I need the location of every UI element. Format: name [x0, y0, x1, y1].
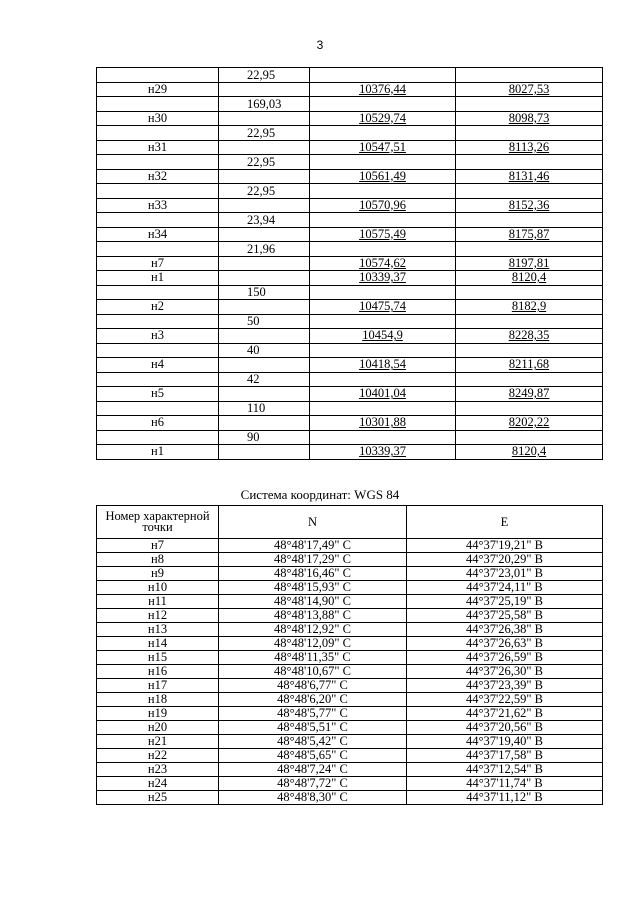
distance-value: 169,03	[219, 97, 310, 112]
distance-value: 90	[219, 430, 310, 445]
point-label: н31	[97, 140, 219, 155]
y-coordinate: 8249,87	[508, 386, 550, 401]
point-label: н30	[97, 111, 219, 126]
blank-cell	[310, 184, 456, 199]
blank-cell	[97, 97, 219, 112]
blank-cell	[219, 82, 310, 97]
latitude-value: 48°48'17,49" С	[219, 539, 407, 553]
blank-cell	[97, 213, 219, 228]
point-row	[97, 198, 603, 213]
longitude-value: 44°37'17,58" В	[407, 749, 603, 763]
blank-cell	[219, 271, 310, 286]
y-coordinate: 8152,36	[508, 198, 550, 212]
blank-cell	[219, 445, 310, 460]
x-cell	[310, 358, 456, 373]
point-row	[97, 329, 603, 344]
x-coordinate: 10529,74	[359, 111, 406, 125]
wgs-row	[97, 749, 603, 763]
distance-row	[97, 68, 603, 83]
wgs-row	[97, 581, 603, 595]
blank-cell	[310, 285, 456, 300]
x-cell	[310, 198, 456, 213]
blank-cell	[97, 314, 219, 329]
wgs-row	[97, 665, 603, 679]
blank-cell	[456, 343, 603, 358]
y-cell	[456, 82, 603, 97]
blank-cell	[456, 285, 603, 300]
latitude-value: 48°48'8,30" С	[219, 791, 407, 805]
latitude-value: 48°48'7,24" С	[219, 763, 407, 777]
point-row	[97, 358, 603, 373]
distance-row	[97, 97, 603, 112]
blank-cell	[456, 314, 603, 329]
blank-cell	[310, 430, 456, 445]
x-coordinate: 10418,54	[359, 357, 406, 372]
blank-cell	[219, 358, 310, 373]
point-label: н29	[97, 82, 219, 97]
blank-cell	[310, 155, 456, 170]
latitude-value: 48°48'17,29" С	[219, 553, 407, 567]
latitude-value: 48°48'5,51" С	[219, 721, 407, 735]
longitude-value: 44°37'11,74" В	[407, 777, 603, 791]
wgs-row	[97, 609, 603, 623]
distance-value: 50	[219, 314, 310, 329]
y-cell	[456, 227, 603, 242]
point-label: н25	[97, 791, 219, 805]
latitude-value: 48°48'10,67" С	[219, 665, 407, 679]
wgs-row	[97, 553, 603, 567]
latitude-value: 48°48'5,77" С	[219, 707, 407, 721]
wgs-row	[97, 763, 603, 777]
distance-row	[97, 314, 603, 329]
y-coordinate: 8182,9	[511, 299, 547, 314]
y-coordinate: 8202,22	[508, 415, 550, 430]
point-label: н21	[97, 735, 219, 749]
longitude-value: 44°37'25,19" В	[407, 595, 603, 609]
point-row	[97, 300, 603, 315]
blank-cell	[310, 242, 456, 257]
point-label: н14	[97, 637, 219, 651]
y-coordinate: 8228,35	[508, 328, 550, 343]
blank-cell	[310, 213, 456, 228]
point-label: н23	[97, 763, 219, 777]
point-label: н11	[97, 595, 219, 609]
longitude-value: 44°37'23,01" В	[407, 567, 603, 581]
longitude-value: 44°37'19,21" В	[407, 539, 603, 553]
point-row	[97, 256, 603, 271]
y-cell	[456, 111, 603, 126]
blank-cell	[97, 343, 219, 358]
x-cell	[310, 111, 456, 126]
longitude-value: 44°37'25,58" В	[407, 609, 603, 623]
wgs-row	[97, 595, 603, 609]
y-cell	[456, 329, 603, 344]
x-coordinate: 10561,49	[359, 169, 406, 183]
latitude-value: 48°48'6,77" С	[219, 679, 407, 693]
point-row	[97, 140, 603, 155]
blank-cell	[310, 97, 456, 112]
point-label: н19	[97, 707, 219, 721]
blank-cell	[310, 126, 456, 141]
point-label: н7	[97, 256, 219, 271]
point-label: н34	[97, 227, 219, 242]
boundary-points-table	[96, 67, 603, 460]
wgs-header-row	[97, 506, 603, 539]
blank-cell	[310, 343, 456, 358]
y-coordinate: 8098,73	[508, 111, 550, 125]
distance-value: 22,95	[219, 155, 310, 170]
distance-value: 22,95	[219, 68, 310, 83]
y-coordinate: 8197,81	[508, 256, 550, 270]
distance-row	[97, 343, 603, 358]
x-coordinate: 10570,96	[359, 198, 406, 212]
distance-row	[97, 430, 603, 445]
y-cell	[456, 358, 603, 373]
distance-row	[97, 213, 603, 228]
x-coordinate: 10454,9	[362, 328, 403, 343]
point-row	[97, 445, 603, 460]
distance-row	[97, 285, 603, 300]
x-coordinate: 10547,51	[359, 140, 406, 154]
x-coordinate: 10401,04	[359, 386, 406, 401]
coordinate-system-caption: Система координат: WGS 84	[240, 487, 400, 502]
x-cell	[310, 300, 456, 315]
longitude-value: 44°37'24,11" В	[407, 581, 603, 595]
y-cell	[456, 445, 603, 460]
x-cell	[310, 329, 456, 344]
blank-cell	[219, 300, 310, 315]
distance-row	[97, 372, 603, 387]
blank-cell	[456, 184, 603, 199]
point-label: н24	[97, 777, 219, 791]
latitude-value: 48°48'5,42" С	[219, 735, 407, 749]
longitude-value: 44°37'26,63" В	[407, 637, 603, 651]
header-e: E	[407, 506, 603, 539]
blank-cell	[219, 387, 310, 402]
distance-row	[97, 401, 603, 416]
x-cell	[310, 416, 456, 431]
point-label: н3	[97, 329, 219, 344]
blank-cell	[456, 155, 603, 170]
wgs-row	[97, 651, 603, 665]
point-row	[97, 387, 603, 402]
x-cell	[310, 387, 456, 402]
point-label: н12	[97, 609, 219, 623]
point-label: н4	[97, 358, 219, 373]
blank-cell	[456, 126, 603, 141]
blank-cell	[97, 430, 219, 445]
longitude-value: 44°37'12,54" В	[407, 763, 603, 777]
blank-cell	[456, 430, 603, 445]
blank-cell	[219, 256, 310, 271]
blank-cell	[456, 242, 603, 257]
x-cell	[310, 82, 456, 97]
distance-value: 23,94	[219, 213, 310, 228]
blank-cell	[97, 372, 219, 387]
point-label: н2	[97, 300, 219, 315]
longitude-value: 44°37'19,40" В	[407, 735, 603, 749]
point-label: н5	[97, 387, 219, 402]
x-cell	[310, 271, 456, 286]
y-cell	[456, 271, 603, 286]
longitude-value: 44°37'26,30" В	[407, 665, 603, 679]
distance-value: 42	[219, 372, 310, 387]
y-coordinate: 8027,53	[508, 82, 550, 96]
blank-cell	[97, 242, 219, 257]
latitude-value: 48°48'15,93" С	[219, 581, 407, 595]
x-cell	[310, 445, 456, 460]
longitude-value: 44°37'11,12" В	[407, 791, 603, 805]
point-row	[97, 82, 603, 97]
header-n: N	[219, 506, 407, 539]
x-coordinate: 10575,49	[359, 227, 406, 241]
point-label: н7	[97, 539, 219, 553]
point-label: н16	[97, 665, 219, 679]
wgs-row	[97, 567, 603, 581]
y-coordinate: 8131,46	[508, 169, 550, 183]
blank-cell	[219, 169, 310, 184]
x-coordinate: 10339,37	[359, 444, 406, 459]
x-coordinate: 10376,44	[359, 82, 406, 96]
latitude-value: 48°48'6,20" С	[219, 693, 407, 707]
blank-cell	[219, 416, 310, 431]
y-cell	[456, 198, 603, 213]
page-number: 3	[316, 38, 324, 52]
blank-cell	[310, 68, 456, 83]
longitude-value: 44°37'20,56" В	[407, 721, 603, 735]
wgs-row	[97, 679, 603, 693]
point-label: н15	[97, 651, 219, 665]
longitude-value: 44°37'26,59" В	[407, 651, 603, 665]
longitude-value: 44°37'26,38" В	[407, 623, 603, 637]
point-row	[97, 271, 603, 286]
blank-cell	[456, 372, 603, 387]
latitude-value: 48°48'11,35" С	[219, 651, 407, 665]
point-label: н1	[97, 445, 219, 460]
y-cell	[456, 387, 603, 402]
blank-cell	[456, 97, 603, 112]
blank-cell	[310, 314, 456, 329]
blank-cell	[310, 372, 456, 387]
blank-cell	[97, 285, 219, 300]
longitude-value: 44°37'21,62" В	[407, 707, 603, 721]
latitude-value: 48°48'13,88" С	[219, 609, 407, 623]
longitude-value: 44°37'23,39" В	[407, 679, 603, 693]
distance-row	[97, 155, 603, 170]
wgs-row	[97, 721, 603, 735]
blank-cell	[97, 401, 219, 416]
point-row	[97, 416, 603, 431]
y-cell	[456, 140, 603, 155]
point-label: н10	[97, 581, 219, 595]
point-label: н33	[97, 198, 219, 213]
point-label: н1	[97, 271, 219, 286]
blank-cell	[97, 126, 219, 141]
distance-value: 21,96	[219, 242, 310, 257]
distance-value: 40	[219, 343, 310, 358]
point-row	[97, 227, 603, 242]
blank-cell	[219, 329, 310, 344]
point-label: н8	[97, 553, 219, 567]
point-label: н20	[97, 721, 219, 735]
wgs-row	[97, 693, 603, 707]
y-cell	[456, 256, 603, 271]
x-coordinate: 10339,37	[359, 270, 406, 285]
wgs84-coordinates-table	[96, 505, 603, 805]
point-label: н13	[97, 623, 219, 637]
y-cell	[456, 300, 603, 315]
x-cell	[310, 169, 456, 184]
point-label: н18	[97, 693, 219, 707]
blank-cell	[97, 184, 219, 199]
blank-cell	[456, 213, 603, 228]
y-coordinate: 8113,26	[508, 140, 550, 154]
x-coordinate: 10574,62	[359, 256, 406, 270]
y-coordinate: 8120,4	[511, 444, 547, 459]
latitude-value: 48°48'14,90" С	[219, 595, 407, 609]
y-coordinate: 8120,4	[511, 270, 547, 285]
distance-value: 22,95	[219, 184, 310, 199]
blank-cell	[219, 227, 310, 242]
distance-value: 150	[219, 285, 310, 300]
longitude-value: 44°37'20,29" В	[407, 553, 603, 567]
latitude-value: 48°48'12,09" С	[219, 637, 407, 651]
blank-cell	[456, 401, 603, 416]
x-cell	[310, 227, 456, 242]
blank-cell	[97, 155, 219, 170]
header-point-number: Номер характерной точки	[97, 506, 219, 539]
latitude-value: 48°48'7,72" С	[219, 777, 407, 791]
blank-cell	[219, 198, 310, 213]
wgs-row	[97, 777, 603, 791]
y-cell	[456, 416, 603, 431]
point-row	[97, 111, 603, 126]
y-cell	[456, 169, 603, 184]
blank-cell	[310, 401, 456, 416]
distance-value: 22,95	[219, 126, 310, 141]
x-cell	[310, 140, 456, 155]
point-label: н9	[97, 567, 219, 581]
wgs-row	[97, 735, 603, 749]
x-coordinate: 10475,74	[359, 299, 406, 314]
latitude-value: 48°48'12,92" С	[219, 623, 407, 637]
point-label: н22	[97, 749, 219, 763]
latitude-value: 48°48'16,46" С	[219, 567, 407, 581]
y-coordinate: 8175,87	[508, 227, 550, 241]
wgs-row	[97, 623, 603, 637]
wgs-row	[97, 637, 603, 651]
wgs-row	[97, 707, 603, 721]
point-label: н32	[97, 169, 219, 184]
distance-row	[97, 184, 603, 199]
blank-cell	[97, 68, 219, 83]
x-cell	[310, 256, 456, 271]
blank-cell	[219, 111, 310, 126]
point-label: н17	[97, 679, 219, 693]
point-row	[97, 169, 603, 184]
x-coordinate: 10301,88	[359, 415, 406, 430]
wgs-row	[97, 539, 603, 553]
blank-cell	[219, 140, 310, 155]
blank-cell	[456, 68, 603, 83]
longitude-value: 44°37'22,59" В	[407, 693, 603, 707]
distance-value: 110	[219, 401, 310, 416]
distance-row	[97, 126, 603, 141]
y-coordinate: 8211,68	[508, 357, 550, 372]
wgs-row	[97, 791, 603, 805]
latitude-value: 48°48'5,65" С	[219, 749, 407, 763]
point-label: н6	[97, 416, 219, 431]
distance-row	[97, 242, 603, 257]
